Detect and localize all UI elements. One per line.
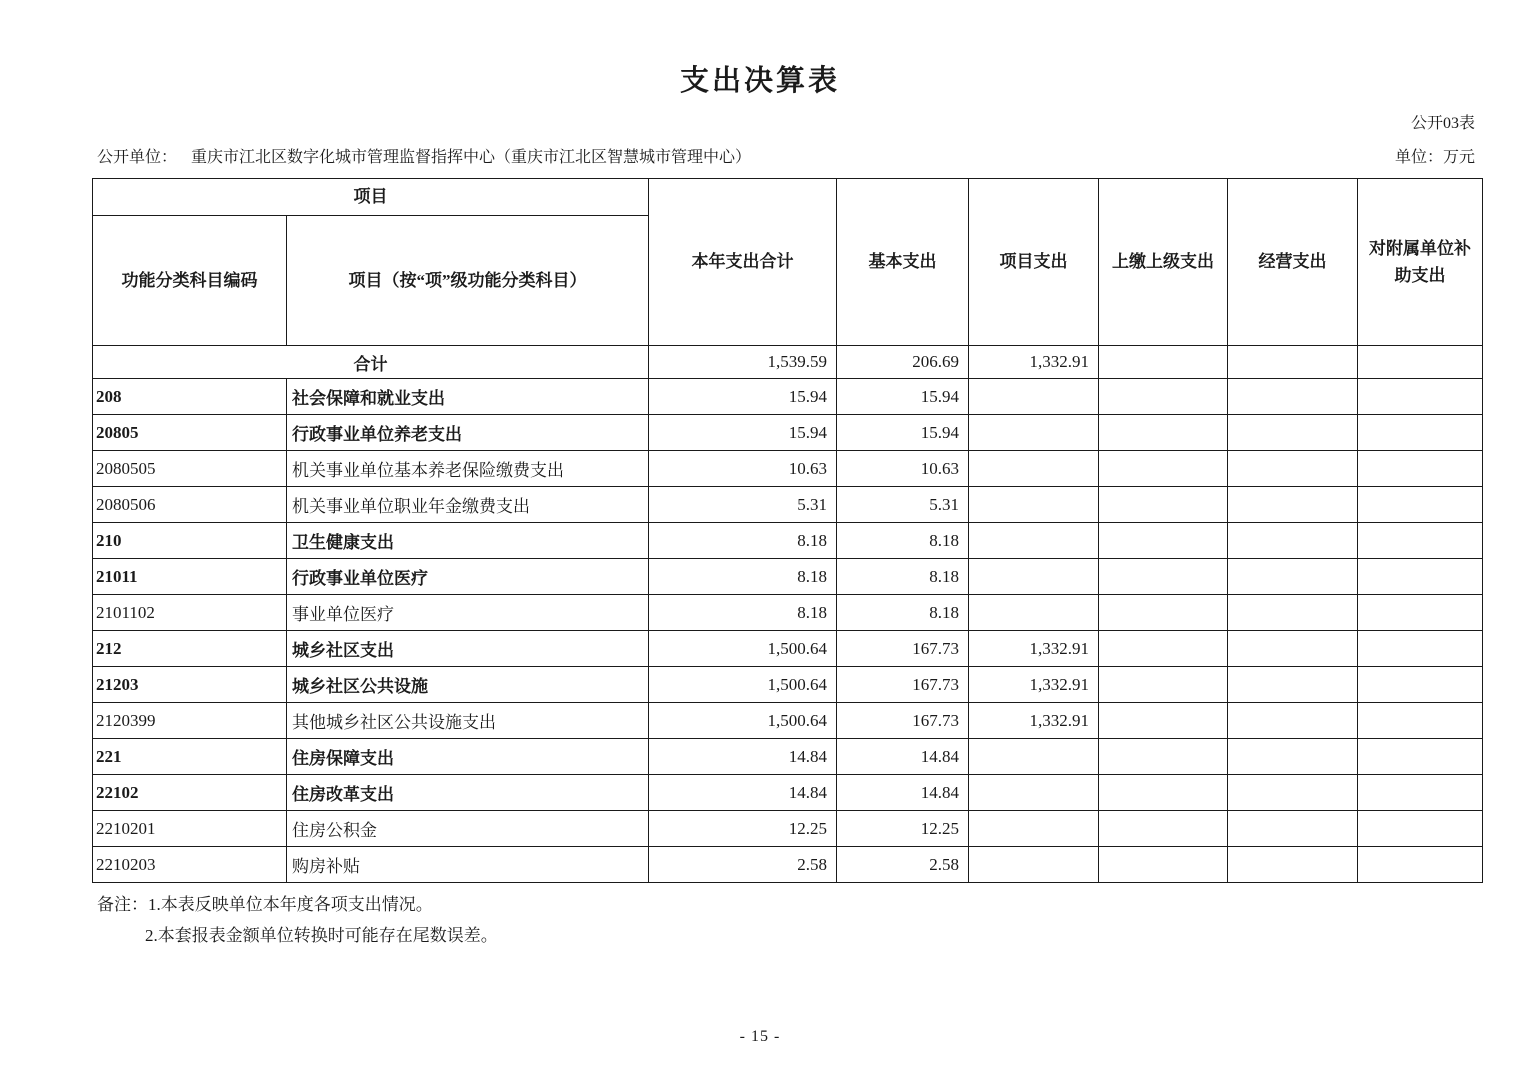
org-label: 公开单位： (97, 149, 178, 166)
cell-operating (1228, 703, 1358, 739)
header-operating: 经营支出 (1228, 179, 1358, 346)
cell-total: 1,500.64 (649, 667, 837, 703)
cell-subsidy (1358, 523, 1483, 559)
cell-operating (1228, 415, 1358, 451)
footnote-2-text: 2.本套报表金额单位转换时可能存在尾数误差。 (145, 926, 498, 945)
cell-operating (1228, 667, 1358, 703)
table-row (93, 487, 1483, 523)
cell-name: 机关事业单位基本养老保险缴费支出 (287, 451, 649, 487)
unit-note: 单位：万元 (1394, 149, 1475, 166)
total-label: 合计 (93, 346, 649, 379)
cell-project: 1,332.91 (969, 631, 1099, 667)
meta-line (97, 144, 1475, 167)
cell-upper (1099, 487, 1228, 523)
footnote-label: 备注： (97, 895, 148, 914)
cell-total: 8.18 (649, 523, 837, 559)
cell-upper (1099, 739, 1228, 775)
cell-basic: 15.94 (837, 379, 969, 415)
cell-project (969, 523, 1099, 559)
cell-project (969, 559, 1099, 595)
cell-code: 20805 (93, 415, 287, 451)
cell-project (969, 379, 1099, 415)
cell-total: 2.58 (649, 847, 837, 883)
table-row (93, 559, 1483, 595)
cell-subsidy (1358, 847, 1483, 883)
table-row (93, 631, 1483, 667)
cell-code: 210 (93, 523, 287, 559)
header-name: 项目（按“项”级功能分类科目） (287, 216, 649, 346)
cell-upper (1099, 631, 1228, 667)
cell-name: 住房公积金 (287, 811, 649, 847)
cell-upper (1099, 847, 1228, 883)
cell-basic: 12.25 (837, 811, 969, 847)
cell-name: 住房改革支出 (287, 775, 649, 811)
table-row (93, 811, 1483, 847)
table-row (93, 847, 1483, 883)
header-upper: 上缴上级支出 (1099, 179, 1228, 346)
cell-upper (1099, 703, 1228, 739)
cell-operating (1228, 775, 1358, 811)
header-code: 功能分类科目编码 (93, 216, 287, 346)
table-row (93, 451, 1483, 487)
cell-total: 12.25 (649, 811, 837, 847)
cell-operating (1228, 739, 1358, 775)
total-basic: 206.69 (837, 346, 969, 379)
footnote-1 (97, 889, 498, 920)
cell-code: 212 (93, 631, 287, 667)
cell-operating (1228, 631, 1358, 667)
cell-name: 卫生健康支出 (287, 523, 649, 559)
header-basic: 基本支出 (837, 179, 969, 346)
cell-subsidy (1358, 487, 1483, 523)
table-row (93, 415, 1483, 451)
cell-operating (1228, 523, 1358, 559)
header-group-item: 项目 (93, 179, 649, 216)
table-row (93, 775, 1483, 811)
total-total: 1,539.59 (649, 346, 837, 379)
cell-project (969, 775, 1099, 811)
page-title: 支出决算表 (679, 65, 840, 97)
cell-basic: 2.58 (837, 847, 969, 883)
cell-basic: 5.31 (837, 487, 969, 523)
cell-total: 1,500.64 (649, 703, 837, 739)
cell-code: 2101102 (93, 595, 287, 631)
cell-subsidy (1358, 415, 1483, 451)
cell-basic: 14.84 (837, 775, 969, 811)
cell-basic: 8.18 (837, 559, 969, 595)
cell-project: 1,332.91 (969, 703, 1099, 739)
cell-subsidy (1358, 559, 1483, 595)
cell-basic: 10.63 (837, 451, 969, 487)
cell-code: 2080505 (93, 451, 287, 487)
cell-basic: 167.73 (837, 703, 969, 739)
cell-name: 机关事业单位职业年金缴费支出 (287, 487, 649, 523)
cell-total: 15.94 (649, 379, 837, 415)
cell-upper (1099, 559, 1228, 595)
footnote-1-text: 1.本表反映单位本年度各项支出情况。 (148, 895, 433, 914)
total-row (93, 346, 1483, 379)
table-row (93, 523, 1483, 559)
cell-operating (1228, 379, 1358, 415)
cell-operating (1228, 847, 1358, 883)
cell-basic: 8.18 (837, 595, 969, 631)
cell-code: 2210203 (93, 847, 287, 883)
cell-upper (1099, 595, 1228, 631)
expenditure-table (92, 178, 1483, 883)
cell-basic: 15.94 (837, 415, 969, 451)
cell-code: 2210201 (93, 811, 287, 847)
cell-upper (1099, 379, 1228, 415)
total-subsidy (1358, 346, 1483, 379)
cell-total: 14.84 (649, 775, 837, 811)
cell-subsidy (1358, 775, 1483, 811)
cell-code: 21011 (93, 559, 287, 595)
table-row (93, 379, 1483, 415)
total-upper (1099, 346, 1228, 379)
org-line (97, 144, 751, 167)
cell-upper (1099, 775, 1228, 811)
cell-operating (1228, 559, 1358, 595)
org-value: 重庆市江北区数字化城市管理监督指挥中心（重庆市江北区智慧城市管理中心） (191, 149, 752, 166)
cell-subsidy (1358, 451, 1483, 487)
cell-code: 22102 (93, 775, 287, 811)
cell-name: 行政事业单位养老支出 (287, 415, 649, 451)
cell-code: 21203 (93, 667, 287, 703)
cell-total: 8.18 (649, 595, 837, 631)
cell-subsidy (1358, 631, 1483, 667)
total-project: 1,332.91 (969, 346, 1099, 379)
total-operating (1228, 346, 1358, 379)
cell-subsidy (1358, 739, 1483, 775)
cell-name: 其他城乡社区公共设施支出 (287, 703, 649, 739)
cell-total: 8.18 (649, 559, 837, 595)
header-project: 项目支出 (969, 179, 1099, 346)
cell-total: 15.94 (649, 415, 837, 451)
table-row (93, 703, 1483, 739)
cell-subsidy (1358, 703, 1483, 739)
cell-operating (1228, 487, 1358, 523)
table-row (93, 595, 1483, 631)
cell-project (969, 595, 1099, 631)
cell-upper (1099, 811, 1228, 847)
cell-name: 购房补贴 (287, 847, 649, 883)
cell-operating (1228, 451, 1358, 487)
cell-code: 2080506 (93, 487, 287, 523)
cell-project (969, 811, 1099, 847)
cell-project (969, 415, 1099, 451)
cell-project (969, 847, 1099, 883)
cell-total: 10.63 (649, 451, 837, 487)
header-row-group (93, 179, 1483, 216)
cell-subsidy (1358, 811, 1483, 847)
cell-project: 1,332.91 (969, 667, 1099, 703)
table-row (93, 739, 1483, 775)
cell-subsidy (1358, 667, 1483, 703)
cell-operating (1228, 811, 1358, 847)
cell-project (969, 487, 1099, 523)
table-row (93, 667, 1483, 703)
cell-name: 事业单位医疗 (287, 595, 649, 631)
footnotes (97, 889, 498, 951)
cell-name: 城乡社区支出 (287, 631, 649, 667)
cell-code: 221 (93, 739, 287, 775)
cell-project (969, 739, 1099, 775)
cell-upper (1099, 523, 1228, 559)
cell-basic: 167.73 (837, 631, 969, 667)
cell-project (969, 451, 1099, 487)
header-total: 本年支出合计 (649, 179, 837, 346)
cell-basic: 167.73 (837, 667, 969, 703)
cell-name: 行政事业单位医疗 (287, 559, 649, 595)
cell-upper (1099, 667, 1228, 703)
cell-upper (1099, 415, 1228, 451)
page-number: - 15 - (739, 1028, 781, 1045)
cell-name: 城乡社区公共设施 (287, 667, 649, 703)
cell-code: 208 (93, 379, 287, 415)
cell-subsidy (1358, 379, 1483, 415)
cell-total: 14.84 (649, 739, 837, 775)
cell-total: 5.31 (649, 487, 837, 523)
cell-name: 住房保障支出 (287, 739, 649, 775)
cell-upper (1099, 451, 1228, 487)
cell-code: 2120399 (93, 703, 287, 739)
footnote-2 (97, 920, 498, 951)
cell-basic: 14.84 (837, 739, 969, 775)
cell-subsidy (1358, 595, 1483, 631)
form-code: 公开03表 (1410, 115, 1475, 132)
header-subsidy: 对附属单位补助支出 (1358, 179, 1483, 346)
cell-total: 1,500.64 (649, 631, 837, 667)
cell-operating (1228, 595, 1358, 631)
cell-basic: 8.18 (837, 523, 969, 559)
cell-name: 社会保障和就业支出 (287, 379, 649, 415)
